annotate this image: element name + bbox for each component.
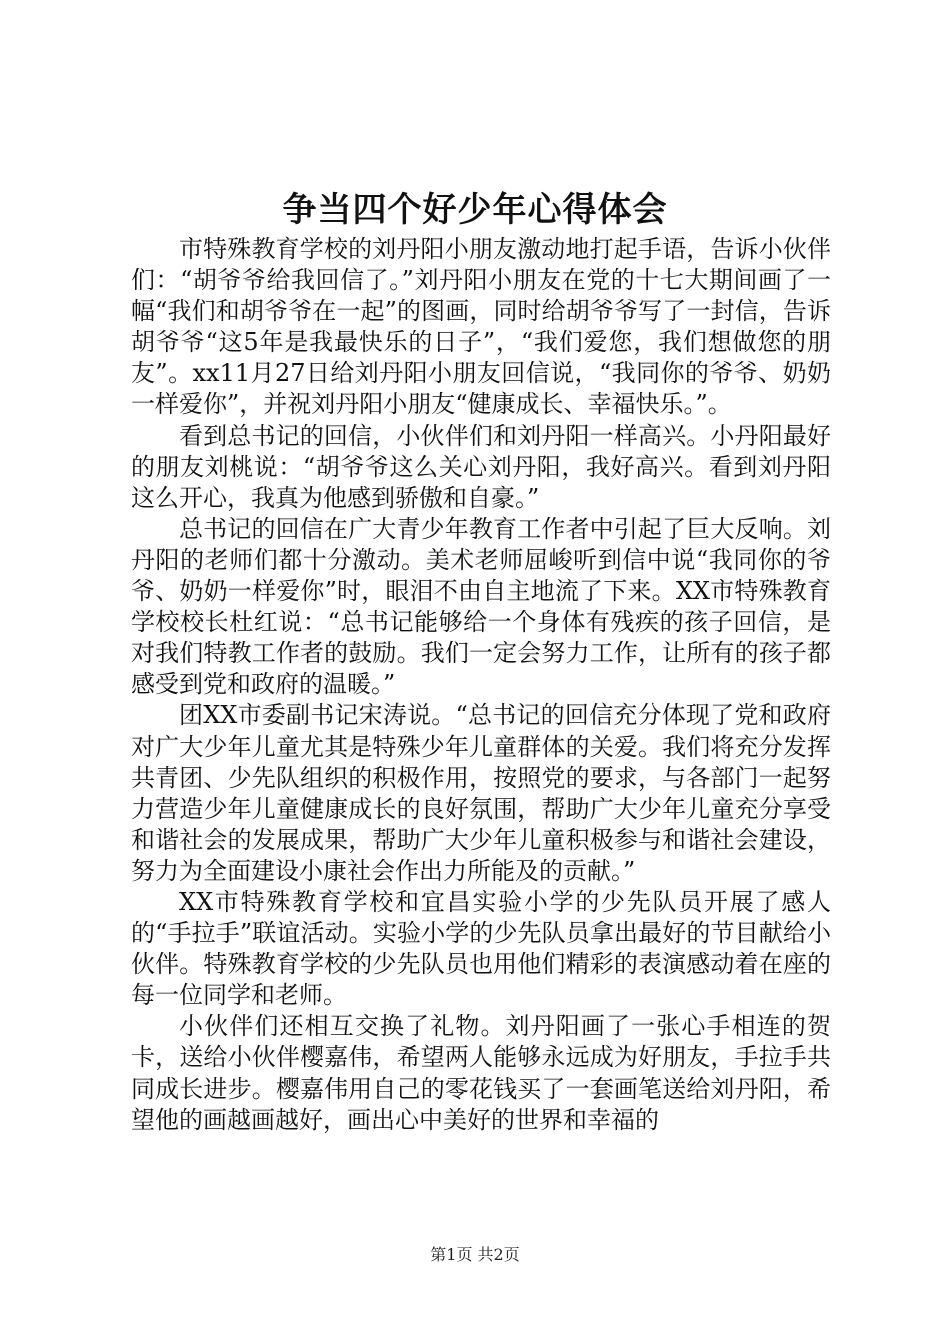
page-footer: 第1页 共2页 [430,1245,520,1264]
paragraph: 团XX市委副书记宋涛说。“总书记的回信充分体现了党和政府对广大少年儿童尤其是特殊少年儿童群体的关爱。我们将充分发挥共青团、少先队组织的积极作用，按照党的要求，与各部门一起努力营造少年儿童健康成长的良好氛围，帮助广大少年儿童充分享受和谐社会的发展成果，帮助广大少年儿童积极参与和谐社会建设，努力为全面建设小康社会作出力所能及的贡献。” [131,701,831,885]
document-body [131,234,831,1136]
document-title: 争当四个好少年心得体会 [282,190,668,230]
paragraph: XX市特殊教育学校和宜昌实验小学的少先队员开展了感人的“手拉手”联谊活动。实验小学的少先队员拿出最好的节目献给小伙伴。特殊教育学校的少先队员也用他们精彩的表演感动着在座的每一位同学和老师。 [131,887,831,1010]
paragraph: 看到总书记的回信，小伙伴们和刘丹阳一样高兴。小丹阳最好的朋友刘桃说：“胡爷爷这么关心刘丹阳，我好高兴。看到刘丹阳这么开心，我真为他感到骄傲和自豪。” [131,421,831,512]
paragraph: 总书记的回信在广大青少年教育工作者中引起了巨大反响。刘丹阳的老师们都十分激动。美术老师屈峻听到信中说“我同你的爷爷、奶奶一样爱你”时，眼泪不由自主地流了下来。XX市特殊教育学校校长杜红说：“总书记能够给一个身体有残疾的孩子回信，是对我们特教工作者的鼓励。我们一定会努力工作，让所有的孩子都感受到党和政府的温暖。” [131,514,831,699]
paragraph: 小伙伴们还相互交换了礼物。刘丹阳画了一张心手相连的贺卡，送给小伙伴樱嘉伟，希望两人能够永远成为好朋友，手拉手共同成长进步。樱嘉伟用自己的零花钱买了一套画笔送给刘丹阳，希望他的画越画越好，画出心中美好的世界和幸福的 [131,1012,831,1134]
paragraph: 市特殊教育学校的刘丹阳小朋友激动地打起手语，告诉小伙伴们：“胡爷爷给我回信了。”刘丹阳小朋友在党的十七大期间画了一幅“我们和胡爷爷在一起”的图画，同时给胡爷爷写了一封信，告诉胡爷爷“这5年是我最快乐的日子”，“我们爱您，我们想做您的朋友”。xx11月27日给刘丹阳小朋友回信说，“我同你的爷爷、奶奶一样爱你”，并祝刘丹阳小朋友“健康成长、幸福快乐。”。 [131,235,831,419]
